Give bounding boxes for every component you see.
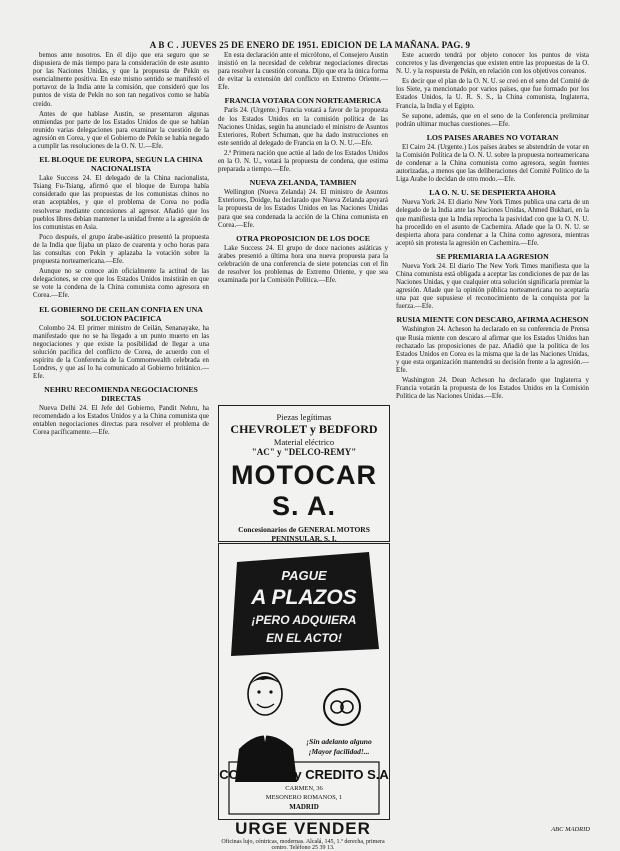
ad-tagline-1: ¡Sin adelanto alguno xyxy=(306,737,372,746)
man-illustration xyxy=(235,673,297,782)
article-headline: RUSIA MIENTE CON DESCARO, AFIRMA ACHESON xyxy=(396,315,589,325)
ad-headline-1: PAGUE xyxy=(281,568,327,583)
ad-tagline-2: ¡Mayor facilidad!... xyxy=(308,747,370,756)
column-center xyxy=(218,52,388,302)
ad-headline-3: ¡PERO ADQUIERA xyxy=(251,613,357,627)
article-paragraph: París 24. (Urgente.) Francia votará a favor de la propuesta de los Estados Unidos en la comisión política de las Naciones Unidas, según ha anunciado el ministro de Asuntos Exteriores, Robert Schuman, que ha dado instrucciones en este sentido al delegado de Francia en la O. N. U.—Efe. xyxy=(218,107,388,147)
article-paragraph: El Cairo 24. (Urgente.) Los países árabes se abstendrán de votar en la Comisión Política de la O. N. U. sobre la propuesta norteamericana de condenar a la China comunista como agresora, según fuentes autorizadas, a menos que las deliberaciones del Comité Político de la Liga Arabe lo decidan de otro modo.—Efe. xyxy=(396,143,589,184)
article-headline: FRANCIA VOTARA CON NORTEAMERICA xyxy=(224,96,382,106)
ad-address-1: CARMEN, 36 xyxy=(285,785,323,792)
ad-subtext: Oficinas lujo, céntricas, modernas. Alcalá, 145, 1.º derecha, primera centro. Teléfono 25 39 13. xyxy=(221,839,385,851)
ad-brand: MOTOCAR S. A. xyxy=(231,460,377,521)
ad-artwork xyxy=(219,544,389,819)
running-header: A B C . JUEVES 25 DE ENERO DE 1951. EDICION DE LA MAÑANA. PAG. 9 xyxy=(149,40,471,50)
article-paragraph: Wellington (Nueva Zelanda) 24. El ministro de Asuntos Exteriores, Doidge, ha declarado que Nueva Zelanda apoyará la propuesta de los Estados Unidos en las Naciones Unidas para que sea condenada la acción de la China comunista en Corea.—Efe. xyxy=(218,189,388,229)
article-paragraph: Se supone, además, que en el seno de la Conferencia preliminar podrán ultimar muchas cuestiones.—Efe. xyxy=(396,112,589,128)
credit-emblem-icon xyxy=(324,689,360,725)
urge-vender-advertisement xyxy=(218,819,388,851)
ad-title: URGE VENDER xyxy=(235,819,371,838)
article-paragraph: Poco después, el grupo árabe-asiático presentó la propuesta de la India que fijaba un plazo de cuarenta y ocho horas para las consultas con Pekín y aplazaba la votación sobre la propuesta norteamericana.—Efe. xyxy=(33,233,209,266)
article-paragraph: Antes de que hablase Austin, se presentaron algunas enmiendas por parte de los Estados Unidos de que se habían reunido varias delegaciones para examinar la cuestión de la agresión en Corea, y que el Gobierno de Pekín se había negado a cumplir las resoluciones de la O. N. U.—Efe. xyxy=(33,110,209,151)
article-headline: LA O. N. U. SE DESPIERTA AHORA xyxy=(429,188,556,198)
ad-headline-2: A PLAZOS xyxy=(251,586,357,609)
ad-city: MADRID xyxy=(289,803,319,811)
article-paragraph: Aunque no se conoce aún oficialmente la actitud de las delegaciones, se cree que los Estados Unidos insistirán en que se vote la condena de la China comunista como agresora en Corea.—Efe. xyxy=(33,268,209,300)
article-headline: NEHRU RECOMIENDA NEGOCIACIONES DIRECTAS xyxy=(44,385,198,404)
article-headline: OTRA PROPOSICION DE LOS DOCE xyxy=(236,233,370,243)
ad-headline-4: EN EL ACTO! xyxy=(266,631,342,645)
article-paragraph: Washington 24. Acheson ha declarado en su conferencia de Prensa que Rusia miente con descaro al afirmar que los Estados Unidos han rechazado las proposiciones de paz. Añadió que la política de los Estados Unidos en Corea es la misma que la de las Naciones Unidas, y que esta organización mantendrá su decisión frente a la agresión.—Efe. xyxy=(396,326,589,374)
ad-company: COMERCIO y CREDITO S.A xyxy=(219,767,389,782)
article-headline: NUEVA ZELANDA, TAMBIEN xyxy=(249,178,357,188)
article-paragraph: Nueva York 24. El diario The New York Times manifiesta que la China comunista está obligada a aceptar las condiciones de paz de las Naciones Unidas, y que cualquier otra solución significaría premiar la agresión. Añade que la opinión pública norteamericana no aceptaría una paz que supusiese el reconocimiento de la conquista por la fuerza.—Efe. xyxy=(396,262,589,311)
ad-line: Concesionarios de GENERAL MOTORS PENINSULAR, S. I. xyxy=(238,525,370,543)
ad-line: "AC" y "DELCO-REMY" xyxy=(251,447,357,457)
article-paragraph: Nueva York 24. El diario New York Times publica una carta de un delegado de la India ante las Naciones Unidas, Ahmed Bukhari, en la que manifiesta que la India reprocha la pasividad con que la O. N. U. ha procedido en el asunto de Cachemira. Añade que la O. N. U. se despierta ahora para condenar a la China como agresora, mientras aceptó sin protesta la agresión en Cachemira.—Efe. xyxy=(396,199,589,247)
article-paragraph: Nueva Delhi 24. El Jefe del Gobierno, Pandit Nehru, ha recomendado a los Estados Unidos y a la China comunista que entablen negociaciones directas para resolver el problema de Corea pacíficamente.—Efe. xyxy=(33,405,209,437)
article-headline: EL BLOQUE DE EUROPA, SEGUN LA CHINA NACIONALISTA xyxy=(39,155,203,174)
ad-line: CHEVROLET y BEDFORD xyxy=(230,422,378,436)
ad-address-2: MESONERO ROMANOS, 1 xyxy=(265,794,343,801)
article-paragraph: Este acuerdo tendrá por objeto conocer los puntos de vista concretos y las divergencias que existen entre las propuestas de la O. N. U. y la respuesta de Pekín, en relación con los objetivos coreanos. xyxy=(396,52,589,76)
article-paragraph: Lake Success 24. El delegado de la China nacionalista, Tsiang Fu-Tsiang, afirmó que el bloque de Europa había considerado que las propuestas de los comunistas chinos no eran aceptables, y que el problema de Corea no podía resolverse mediante concesiones al agresor. Añadió que los pueblos libres debían mantener la unidad frente a la agresión de los comunistas en Asia. xyxy=(33,175,209,231)
motocar-advertisement xyxy=(218,405,390,542)
article-paragraph: Es decir que el plan de la O. N. U. se creó en el seno del Comité de los Siete, ya mencionado por varios países, que fue formado por los Estados Unidos, la U. R. S. S., la China comunista, Inglaterra, Francia, la India y el Egipto. xyxy=(396,78,589,110)
article-paragraph: 2.ª Primera nación que actúe al lado de los Estados Unidos en la O. N. U., votará la propuesta de condena, que estima preparada a tiempo.—Efe. xyxy=(218,149,388,174)
column-left xyxy=(33,52,209,842)
article-paragraph: En esta declaración ante el micrófono, el Consejero Austin insistió en la necesidad de celebrar negociaciones directas para resolver la cuestión coreana. Dijo que era la única forma de evitar la extensión del conflicto en Extremo Oriente.—Efe. xyxy=(218,52,388,92)
comercio-credito-advertisement xyxy=(218,543,390,820)
column-right xyxy=(396,52,589,842)
page-footer: ABC MADRID xyxy=(551,826,590,833)
ad-line: Material eléctrico xyxy=(273,437,335,447)
ad-line: Piezas legítimas xyxy=(276,412,332,422)
article-paragraph: Lake Success 24. El grupo de doce naciones asiáticas y árabes presentó a última hora una nueva propuesta para la celebración de una conferencia de siete potencias con el fin de resolver los problemas de Extremo Oriente, y que sea examinada por la Comisión Política.—Efe. xyxy=(218,244,388,285)
article-paragraph: Colombo 24. El primer ministro de Ceilán, Senanayake, ha manifestado que no se ha llegado a un punto muerto en las negociaciones y que existe la posibilidad de llegar a una solución pacífica del conflicto de Corea, de acuerdo con el espíritu de la Conferencia de la Commonwealth celebrada en Londres, y que así lo ha comunicado al Gobierno británico.—Efe. xyxy=(33,324,209,381)
article-paragraph: bemos ante nosotros. En él dijo que era seguro que se dispusiera de más tiempo para la consideración de este asunto por las Naciones Unidas, y que la propuesta de Pekín es esencialmente positiva. En este mismo sentido se manifestó el portavoz de la India ante la comisión, que consideró que los puntos de vista de Pekín no son tan negativos como se había creído. xyxy=(33,52,209,108)
article-headline: LOS PAISES ARABES NO VOTARAN xyxy=(426,132,559,142)
article-headline: SE PREMIARIA LA AGRESION xyxy=(436,251,549,261)
article-paragraph: Washington 24. Dean Acheson ha declarado que Inglaterra y Francia votarán la propuesta de los Estados Unidos en la Comisión Política de las Naciones Unidas.—Efe. xyxy=(396,377,589,401)
article-headline: EL GOBIERNO DE CEILAN CONFIA EN UNA SOLUCION PACIFICA xyxy=(39,304,203,323)
